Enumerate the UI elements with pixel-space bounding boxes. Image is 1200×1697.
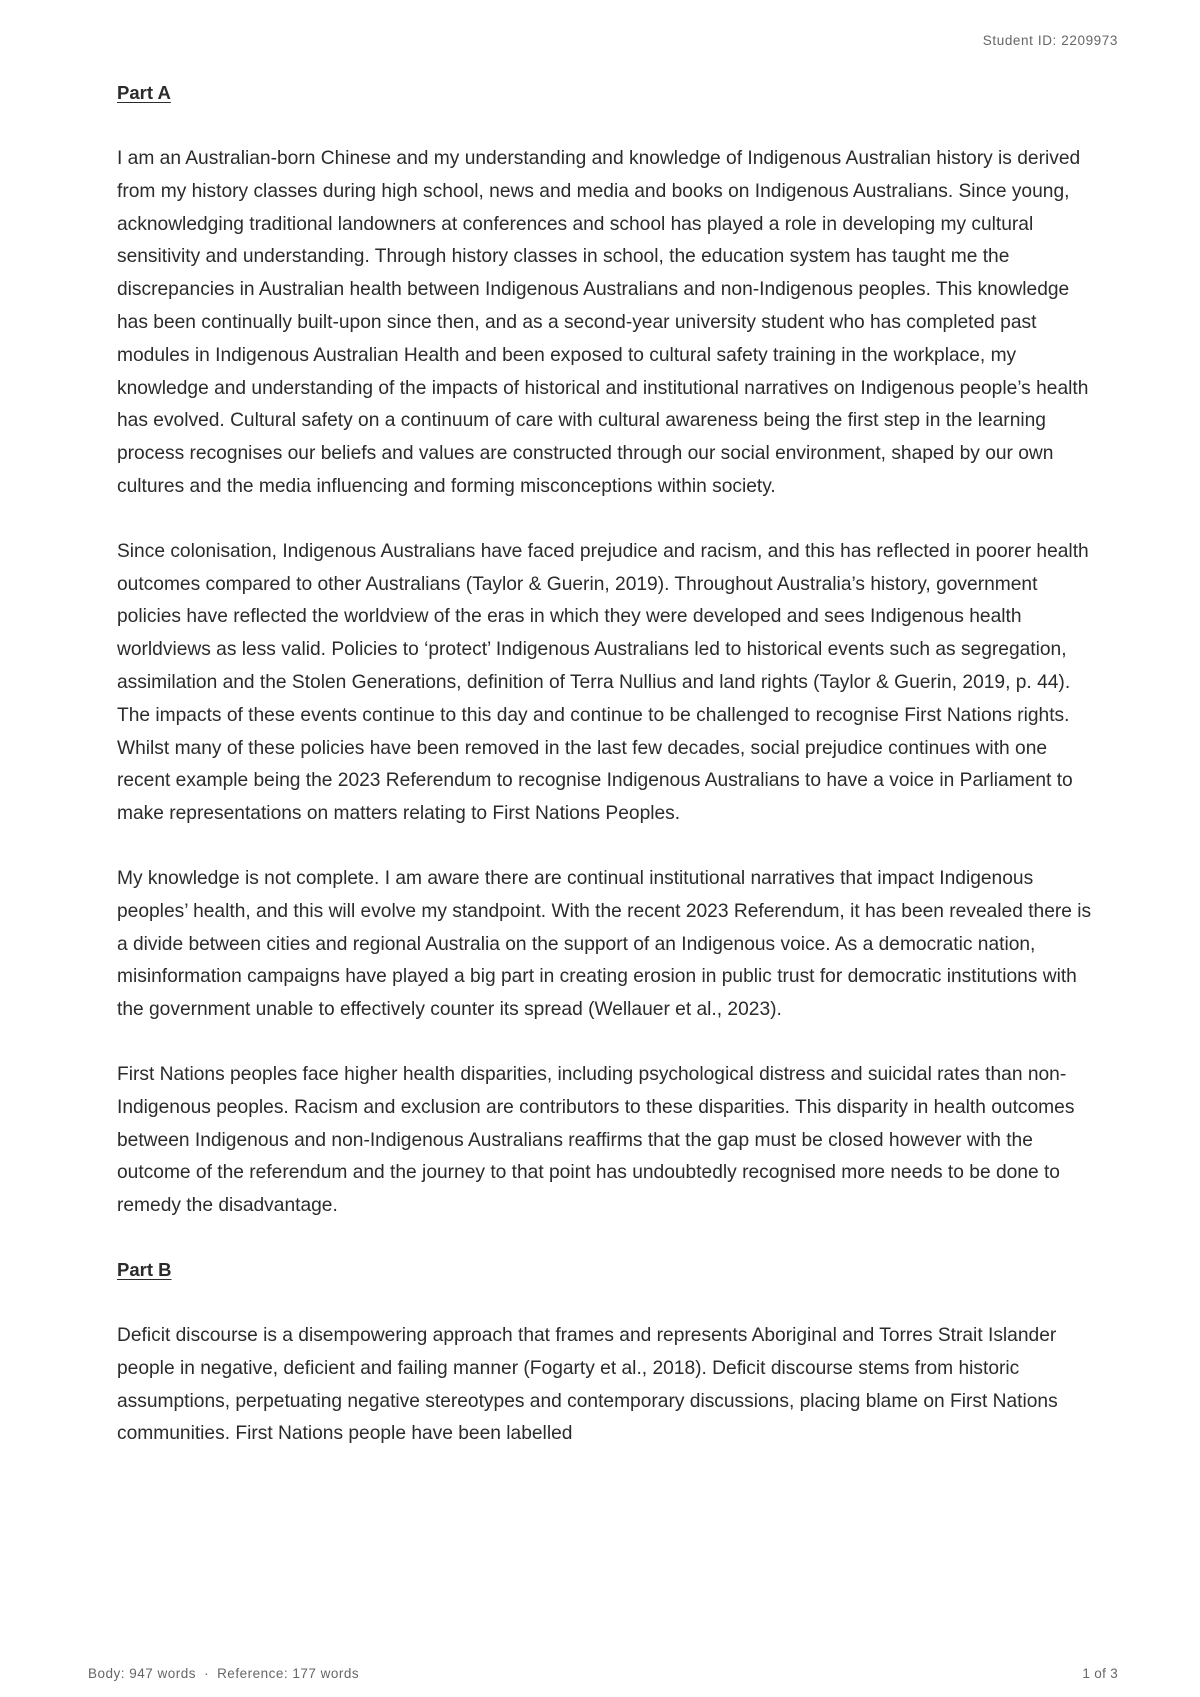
- reference-word-count: Reference: 177 words: [217, 1666, 360, 1681]
- page-number: 1 of 3: [1082, 1666, 1118, 1681]
- body-word-count: Body: 947 words: [88, 1666, 197, 1681]
- part-a-paragraph-1: I am an Australian-born Chinese and my understanding and knowledge of Indigenous Australian history is derived from my history classes during high school, news and media and books on Indigenous Australians. Since young, acknowledging traditional landowners at conferences and school has played a role in developing my cultural sensitivity and understanding. Through history classes in school, the education system has taught me the discrepancies in Australian health between Indigenous Australians and non-Indigenous peoples. This knowledge has been continually built-upon since then, and as a second-year university student who has completed past modules in Indigenous Australian Health and been exposed to cultural safety training in the workplace, my knowledge and understanding of the impacts of historical and institutional narratives on Indigenous people’s health has evolved. Cultural safety on a continuum of care with cultural awareness being the first step in the learning process recognises our beliefs and values are constructed through our social environment, shaped by our own cultures and the media influencing and forming misconceptions within society.: [117, 148, 1089, 497]
- word-count: [88, 1666, 359, 1681]
- student-id: Student ID: 2209973: [982, 33, 1118, 48]
- part-a-paragraph-4: First Nations peoples face higher health disparities, including psychological distress and suicidal rates than non-Indigenous peoples. Racism and exclusion are contributors to these disparities. This disparity in health outcomes between Indigenous and non-Indigenous Australians reaffirms that the gap must be closed however with the outcome of the referendum and the journey to that point has undoubtedly recognised more needs to be done to remedy the disadvantage.: [117, 1063, 1075, 1217]
- part-b-heading: Part B: [117, 1258, 172, 1280]
- part-a-paragraph-3: My knowledge is not complete. I am aware there are continual institutional narratives that impact Indigenous peoples’ health, and this will evolve my standpoint. With the recent 2023 Referendum, it has been revealed there is a divide between cities and regional Australia on the support of an Indigenous voice. As a democratic nation, misinformation campaigns have played a big part in creating erosion in public trust for democratic institutions with the government unable to effectively counter its spread (Wellauer et al., 2023).: [117, 867, 1092, 1021]
- footer-separator: ·: [204, 1666, 210, 1681]
- part-a-heading: Part A: [117, 82, 171, 103]
- part-a-paragraph-2: Since colonisation, Indigenous Australians have faced prejudice and racism, and this has reflected in poorer health outcomes compared to other Australians (Taylor & Guerin, 2019). Throughout Australia’s history, government policies have reflected the worldview of the eras in which they were developed and sees Indigenous health worldviews as less valid. Policies to ‘protect’ Indigenous Australians led to historical events such as segregation, assimilation and the Stolen Generations, definition of Terra Nullius and land rights (Taylor & Guerin, 2019, p. 44). The impacts of these events continue to this day and continue to be challenged to recognise First Nations rights. Whilst many of these policies have been removed in the last few decades, social prejudice continues with one recent example being the 2023 Referendum to recognise Indigenous Australians to have a voice in Parliament to make representations on matters relating to First Nations Peoples.: [117, 540, 1089, 825]
- document-body: [117, 78, 1092, 1451]
- part-b-paragraph-1: Deficit discourse is a disempowering approach that frames and represents Aboriginal and Torres Strait Islander people in negative, deficient and failing manner (Fogarty et al., 2018). Deficit discourse stems from historic assumptions, perpetuating negative stereotypes and contemporary discussions, placing blame on First Nations communities. First Nations people have been labelled: [117, 1324, 1058, 1445]
